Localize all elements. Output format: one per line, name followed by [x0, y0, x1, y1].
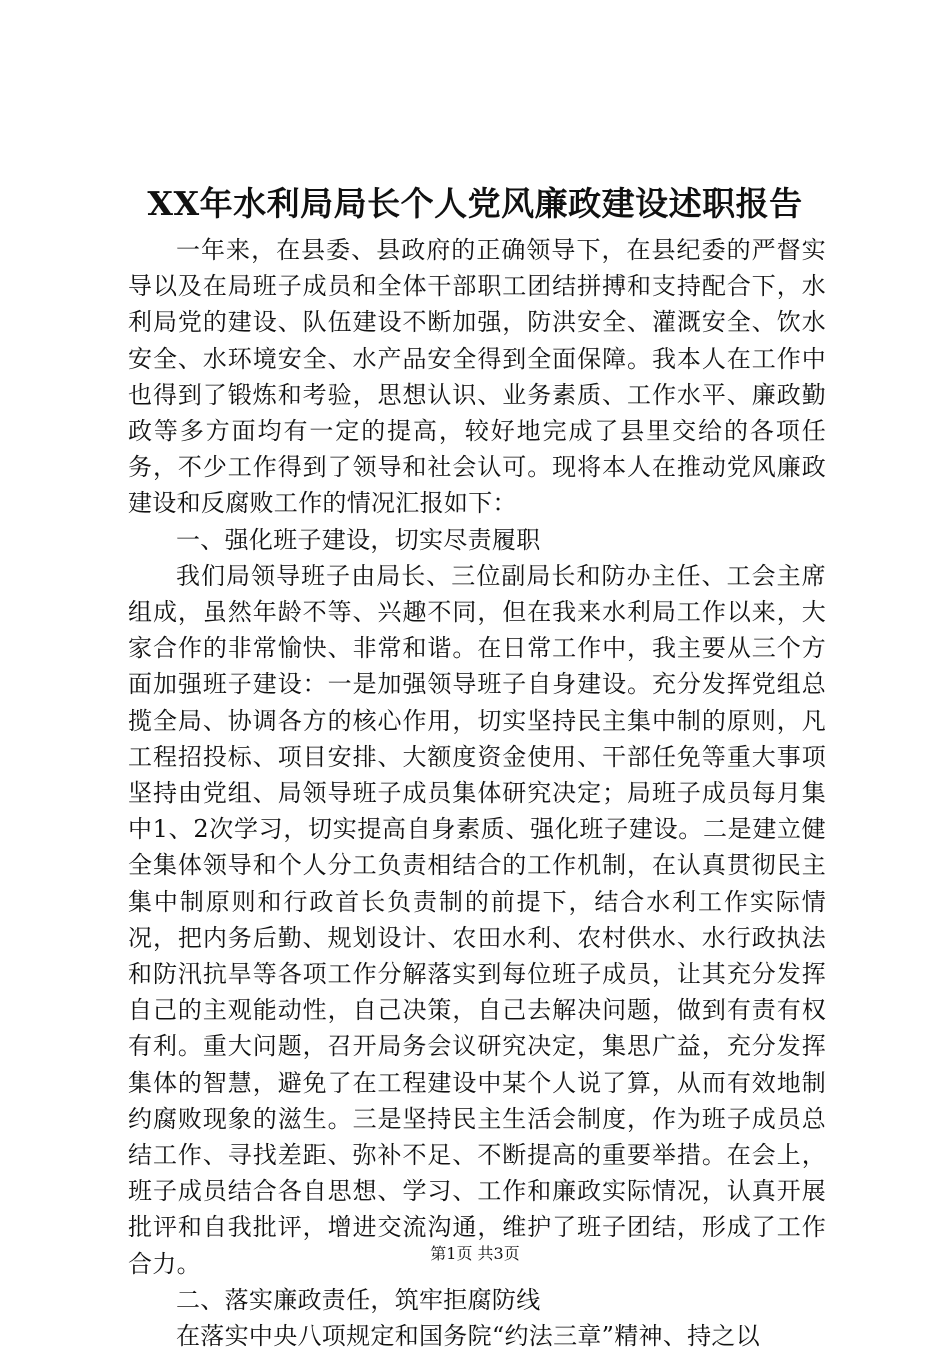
paragraph-section-2: 在落实中央八项规定和国务院“约法三章”精神、持之以: [176, 1322, 761, 1351]
paragraph-intro: 一年来，在县委、县政府的正确领导下，在县纪委的严督实导以及在局班子成员和全体干部职工团结拼搏和支持配合下，水利局党的建设、队伍建设不断加强，防洪安全、灌溉安全、饮水安全、水环境安全、水产品安全得到全面保障。我本人在工作中也得到了锻炼和考验，思想认识、业务素质、工作水平、廉政勤政等多方面均有一定的提高，较好地完成了县里交给的各项任务，不少工作得到了领导和社会认可。现将本人在推动党风廉政建设和反腐败工作的情况汇报如下：: [128, 236, 826, 518]
page-title: XX年水利局局长个人党风廉政建设述职报告: [147, 184, 803, 223]
page-footer: 第1页 共3页: [430, 1244, 520, 1263]
section-heading-2: 二、落实廉政责任，筑牢拒腐防线: [176, 1285, 541, 1314]
document-body: [128, 232, 826, 1354]
section-heading-1: 一、强化班子建设，切实尽责履职: [176, 525, 541, 554]
paragraph-section-1: 我们局领导班子由局长、三位副局长和防办主任、工会主席组成，虽然年龄不等、兴趣不同，但在我来水利局工作以来，大家合作的非常愉快、非常和谐。在日常工作中，我主要从三个方面加强班子建设：一是加强领导班子自身建设。充分发挥党组总揽全局、协调各方的核心作用，切实坚持民主集中制的原则，凡工程招投标、项目安排、大额度资金使用、干部任免等重大事项坚持由党组、局领导班子成员集体研究决定；局班子成员每月集中1、2次学习，切实提高自身素质、强化班子建设。二是建立健全集体领导和个人分工负责相结合的工作机制，在认真贯彻民主集中制原则和行政首长负责制的前提下，结合水利工作实际情况，把内务后勤、规划设计、农田水利、农村供水、水行政执法和防汛抗旱等各项工作分解落实到每位班子成员，让其充分发挥自己的主观能动性，自己决策，自己去解决问题，做到有责有权有利。重大问题，召开局务会议研究决定，集思广益，充分发挥集体的智慧，避免了在工程建设中某个人说了算，从而有效地制约腐败现象的滋生。三是坚持民主生活会制度，作为班子成员总结工作、寻找差距、弥补不足、不断提高的重要举措。在会上，班子成员结合各自思想、学习、工作和廉政实际情况，认真开展批评和自我批评，增进交流沟通，维护了班子团结，形成了工作合力。: [128, 561, 826, 1278]
